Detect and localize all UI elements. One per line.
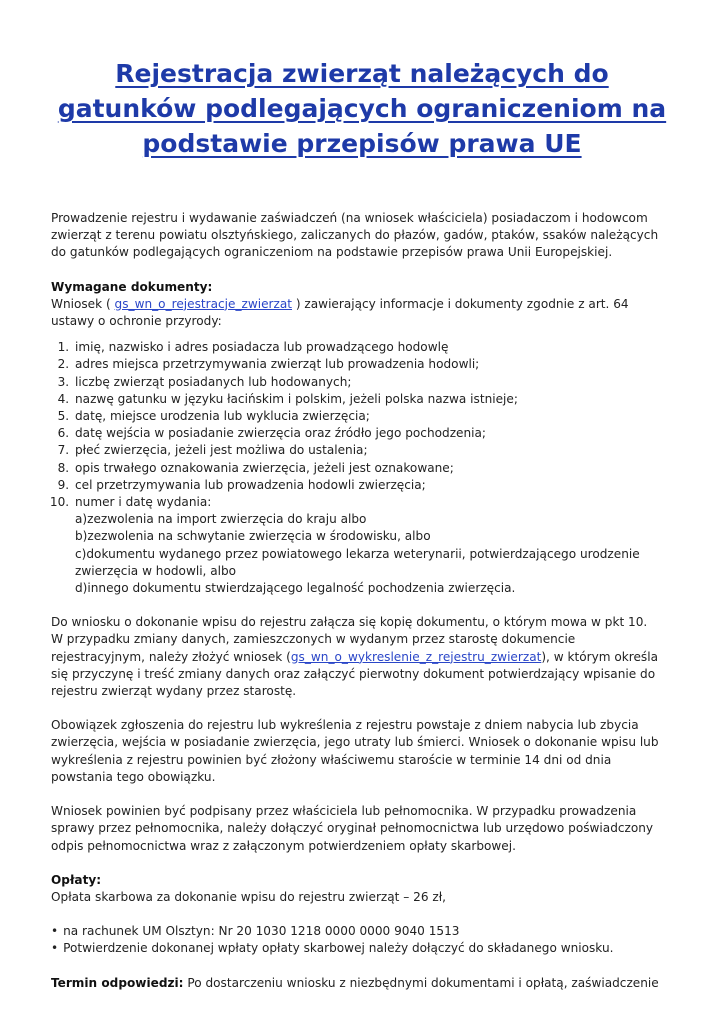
- list-item: 2. adres miejsca przetrzymywania zwierząt lub prowadzenia hodowli;: [73, 356, 673, 373]
- list-item-text: numer i datę wydania:: [75, 495, 212, 510]
- list-item: 8. opis trwałego oznakowania zwierzęcia, jeżeli jest oznakowane;: [73, 460, 673, 477]
- list-item: [73, 494, 673, 597]
- response-label: Termin odpowiedzi:: [51, 975, 184, 990]
- document-page: [51, 0, 673, 992]
- page-title: [51, 56, 673, 161]
- response-paragraph: [51, 975, 673, 992]
- list-item: 4. nazwę gatunku w języku łacińskim i polskim, jeżeli polska nazwa istnieje;: [73, 391, 673, 408]
- sub-list-item: b)zezwolenia na schwytanie zwierzęcia w środowisku, albo: [75, 529, 431, 544]
- required-documents-heading: Wymagane dokumenty:: [51, 279, 213, 294]
- required-documents-section: [51, 279, 673, 598]
- required-items-list: [51, 339, 673, 597]
- fees-text: Opłata skarbowa za dokonanie wpisu do rejestru zwierząt – 26 zł,: [51, 889, 447, 904]
- list-item: 6. datę wejścia w posiadanie zwierzęcia oraz źródło jego pochodzenia;: [73, 425, 673, 442]
- fees-section: [51, 872, 673, 958]
- response-text: Po dostarczeniu wniosku z niezbędnymi dokumentami i opłatą, zaświadczenie: [183, 975, 659, 990]
- bullet-item: • na rachunek UM Olsztyn: Nr 20 1030 1218 0000 0000 9040 1513: [51, 923, 673, 940]
- list-item: 5. datę, miejsce urodzenia lub wyklucia zwierzęcia;: [73, 408, 673, 425]
- application-lead: Wniosek ( gs_wn_o_rejestracje_zwierzat ) zawierający informacje i dokumenty zgodnie z art. 64 ustawy o ochronie przyrody:: [51, 296, 629, 329]
- list-item: 7. płeć zwierzęcia, jeżeli jest możliwa do ustalenia;: [73, 442, 673, 459]
- change-paragraph: W przypadku zmiany danych, zamieszczonych w wydanym przez starostę dokumencie rejestracyjnym, należy złożyć wniosek (gs_wn_o_wykreslenie_z_rejestru_zwierzat), w którym określa się przyczynę i treść zmiany danych oraz załączyć pierwotny dokument potwierdzający wpisanie do rejestru zwierząt wydany przez starostę.: [51, 632, 659, 699]
- sub-list-item: c)dokumentu wydanego przez powiatowego lekarza weterynarii, potwierdzającego urodzenie zwierzęcia w hodowli, albo: [75, 546, 640, 578]
- sub-list-item: a)zezwolenia na import zwierzęcia do kraju albo: [75, 512, 367, 527]
- page-title-link[interactable]: Rejestracja zwierząt należących do gatunków podlegających ograniczeniom na podstawie przepisów prawa UE: [57, 59, 667, 158]
- document-body: [51, 210, 673, 992]
- copy-paragraph: Do wniosku o dokonanie wpisu do rejestru załącza się kopię dokumentu, o którym mowa w pkt 10.: [51, 615, 648, 630]
- obligation-paragraph: Obowiązek zgłoszenia do rejestru lub wykreślenia z rejestru powstaje z dniem nabycia lub zbycia zwierzęcia, wejścia w posiadanie zwierzęcia, jego utraty lub śmierci. Wniosek o dokonanie wpisu lub wykreślenia z rejestru powinien być złożony właściwemu staroście w terminie 14 dni od dnia powstania tego obowiązku.: [51, 718, 659, 784]
- signature-paragraph: Wniosek powinien być podpisany przez właściciela lub pełnomocnika. W przypadku prowadzenia sprawy przez pełnomocnika, należy dołączyć oryginał pełnomocnictwa lub urzędowo poświadczony odpis pełnomocnictwa wraz z załączonym potwierdzeniem opłaty skarbowej.: [51, 804, 654, 853]
- registration-form-link[interactable]: gs_wn_o_rejestracje_zwierzat: [114, 296, 293, 311]
- intro-paragraph: Prowadzenie rejestru i wydawanie zaświadczeń (na wniosek właściciela) posiadaczom i hodowcom zwierząt z terenu powiatu olsztyńskiego, zaliczanych do płazów, gadów, ptaków, ssaków należących do gatunków podlegających ograniczeniom na podstawie przepisów prawa Unii Europejskiej.: [51, 211, 659, 260]
- fees-bullets: [51, 923, 673, 957]
- sub-list-item: d)innego dokumentu stwierdzającego legalność pochodzenia zwierzęcia.: [75, 581, 516, 596]
- list-item: 1. imię, nazwisko i adres posiadacza lub prowadzącego hodowlę: [73, 339, 673, 356]
- deregistration-form-link[interactable]: gs_wn_o_wykreslenie_z_rejestru_zwierzat: [290, 649, 542, 664]
- list-item: 3. liczbę zwierząt posiadanych lub hodowanych;: [73, 374, 673, 391]
- list-item: 9. cel przetrzymywania lub prowadzenia hodowli zwierzęcia;: [73, 477, 673, 494]
- fees-heading: Opłaty:: [51, 872, 102, 887]
- copy-and-change-section: [51, 614, 673, 700]
- bullet-item: • Potwierdzenie dokonanej wpłaty opłaty skarbowej należy dołączyć do składanego wniosku.: [51, 940, 673, 957]
